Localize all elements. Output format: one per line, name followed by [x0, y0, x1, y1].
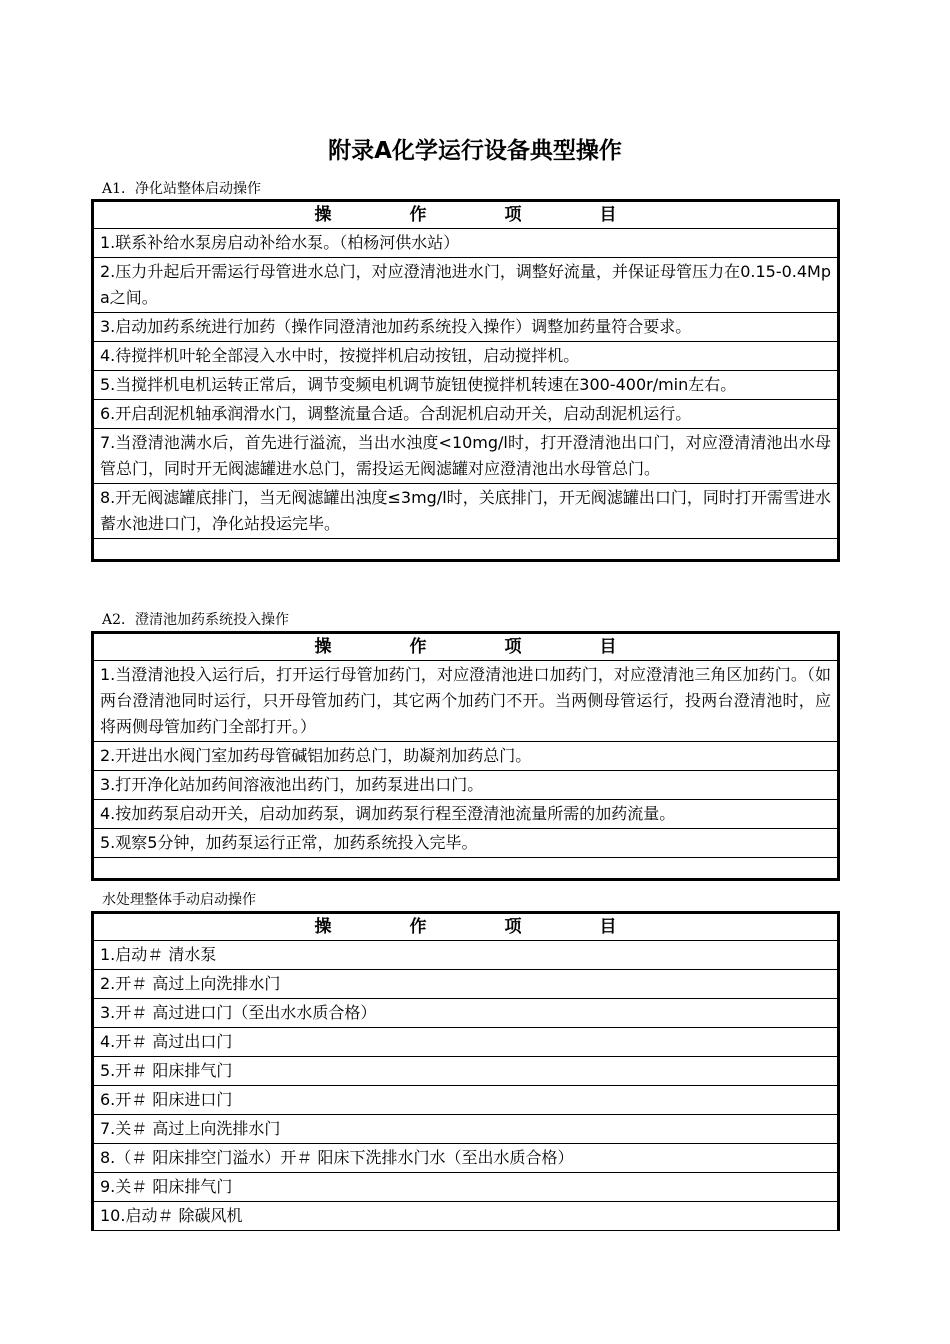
table-header-row [93, 633, 839, 661]
step-text: 4.开＃ 高过出口门 [93, 1028, 839, 1057]
step-text: 5.当搅拌机电机运转正常后，调节变频电机调节旋钮使搅拌机转速在300-400r/min左右。 [93, 371, 839, 400]
table-row [93, 1057, 839, 1086]
header-char: 作 [409, 917, 427, 937]
table-row [93, 941, 839, 970]
step-text: 10.启动＃ 除碳风机 [93, 1202, 839, 1231]
step-text: 8.开无阀滤罐底排门，当无阀滤罐出浊度≤3mg/l时，关底排门，开无阀滤罐出口门，同时打开需雪进水蓄水池进口门，净化站投运完毕。 [93, 484, 839, 539]
section-label-a1: A1．净化站整体启动操作 [102, 181, 262, 197]
step-text: 2.压力升起后开需运行母管进水总门，对应澄清池进水门，调整好流量，并保证母管压力在0.15-0.4Mpa之间。 [93, 258, 839, 313]
table-row [93, 771, 839, 800]
header-char: 操 [314, 637, 332, 657]
table-row [93, 970, 839, 999]
step-text: 6.开＃ 阳床进口门 [93, 1086, 839, 1115]
step-text: 3.启动加药系统进行加药（操作同澄清池加药系统投入操作）调整加药量符合要求。 [93, 313, 839, 342]
operations-table-manual-start [91, 911, 840, 1231]
step-text: 5.观察5分钟，加药泵运行正常，加药系统投入完毕。 [93, 829, 839, 858]
table-row [93, 313, 839, 342]
step-text: 2.开进出水阀门室加药母管碱铝加药总门，助凝剂加药总门。 [93, 742, 839, 771]
table-row [93, 829, 839, 858]
empty-cell [93, 539, 839, 561]
page-title: 附录A化学运行设备典型操作 [328, 138, 622, 164]
step-text: 1.当澄清池投入运行后，打开运行母管加药门，对应澄清池进口加药门，对应澄清池三角区加药门。（如两台澄清池同时运行，只开母管加药门，其它两个加药门不开。当两侧母管运行，投两台澄清池时，应将两侧母管加药门全部打开。） [93, 661, 839, 742]
table-row [93, 1173, 839, 1202]
step-text: 5.开＃ 阳床排气门 [93, 1057, 839, 1086]
table-row [93, 742, 839, 771]
table-header-row [93, 201, 839, 229]
step-text: 8.（＃ 阳床排空门溢水）开＃ 阳床下洗排水门水（至出水质合格） [93, 1144, 839, 1173]
table-row [93, 258, 839, 313]
step-text: 7.关＃ 高过上向洗排水门 [93, 1115, 839, 1144]
step-text: 7.当澄清池满水后，首先进行溢流，当出水浊度<10mg/l时，打开澄清池出口门，对应澄清清池出水母管总门，同时开无阀滤罐进水总门，需投运无阀滤罐对应澄清池出水母管总门。 [93, 429, 839, 484]
header-char: 项 [504, 917, 522, 937]
table-header [93, 201, 839, 229]
step-text: 1.启动＃ 清水泵 [93, 941, 839, 970]
step-text: 4.待搅拌机叶轮全部浸入水中时，按搅拌机启动按钮，启动搅拌机。 [93, 342, 839, 371]
table-row [93, 400, 839, 429]
step-text: 6.开启刮泥机轴承润滑水门，调整流量合适。合刮泥机启动开关，启动刮泥机运行。 [93, 400, 839, 429]
table-row [93, 800, 839, 829]
table-header-row [93, 913, 839, 941]
section-label-manual-start: 水处理整体手动启动操作 [102, 892, 256, 908]
step-text: 1.联系补给水泵房启动补给水泵。（柏杨河供水站） [93, 229, 839, 258]
header-char: 作 [409, 205, 427, 225]
section-label-a2: A2．澄清池加药系统投入操作 [102, 612, 290, 628]
table-row [93, 484, 839, 539]
table-row [93, 661, 839, 742]
table-row [93, 342, 839, 371]
step-text: 9.关＃ 阳床排气门 [93, 1173, 839, 1202]
table-row [93, 1086, 839, 1115]
header-char: 项 [504, 637, 522, 657]
header-char: 目 [599, 637, 617, 657]
table-header [93, 633, 839, 661]
header-char: 目 [599, 205, 617, 225]
table-row [93, 1144, 839, 1173]
operations-table-a2 [91, 631, 840, 881]
table-row [93, 1202, 839, 1231]
step-text: 3.开＃ 高过进口门（至出水水质合格） [93, 999, 839, 1028]
table-row [93, 1115, 839, 1144]
step-text: 4.按加药泵启动开关，启动加药泵，调加药泵行程至澄清池流量所需的加药流量。 [93, 800, 839, 829]
table-header [93, 913, 839, 941]
table-row [93, 229, 839, 258]
header-char: 目 [599, 917, 617, 937]
table-row [93, 429, 839, 484]
step-text: 3.打开净化站加药间溶液池出药门，加药泵进出口门。 [93, 771, 839, 800]
header-char: 作 [409, 637, 427, 657]
header-char: 操 [314, 917, 332, 937]
empty-row [93, 539, 839, 561]
step-text: 2.开＃ 高过上向洗排水门 [93, 970, 839, 999]
header-char: 操 [314, 205, 332, 225]
header-char: 项 [504, 205, 522, 225]
table-row [93, 999, 839, 1028]
empty-row [93, 858, 839, 880]
operations-table-a1 [91, 199, 840, 562]
table-row [93, 371, 839, 400]
table-row [93, 1028, 839, 1057]
empty-cell [93, 858, 839, 880]
